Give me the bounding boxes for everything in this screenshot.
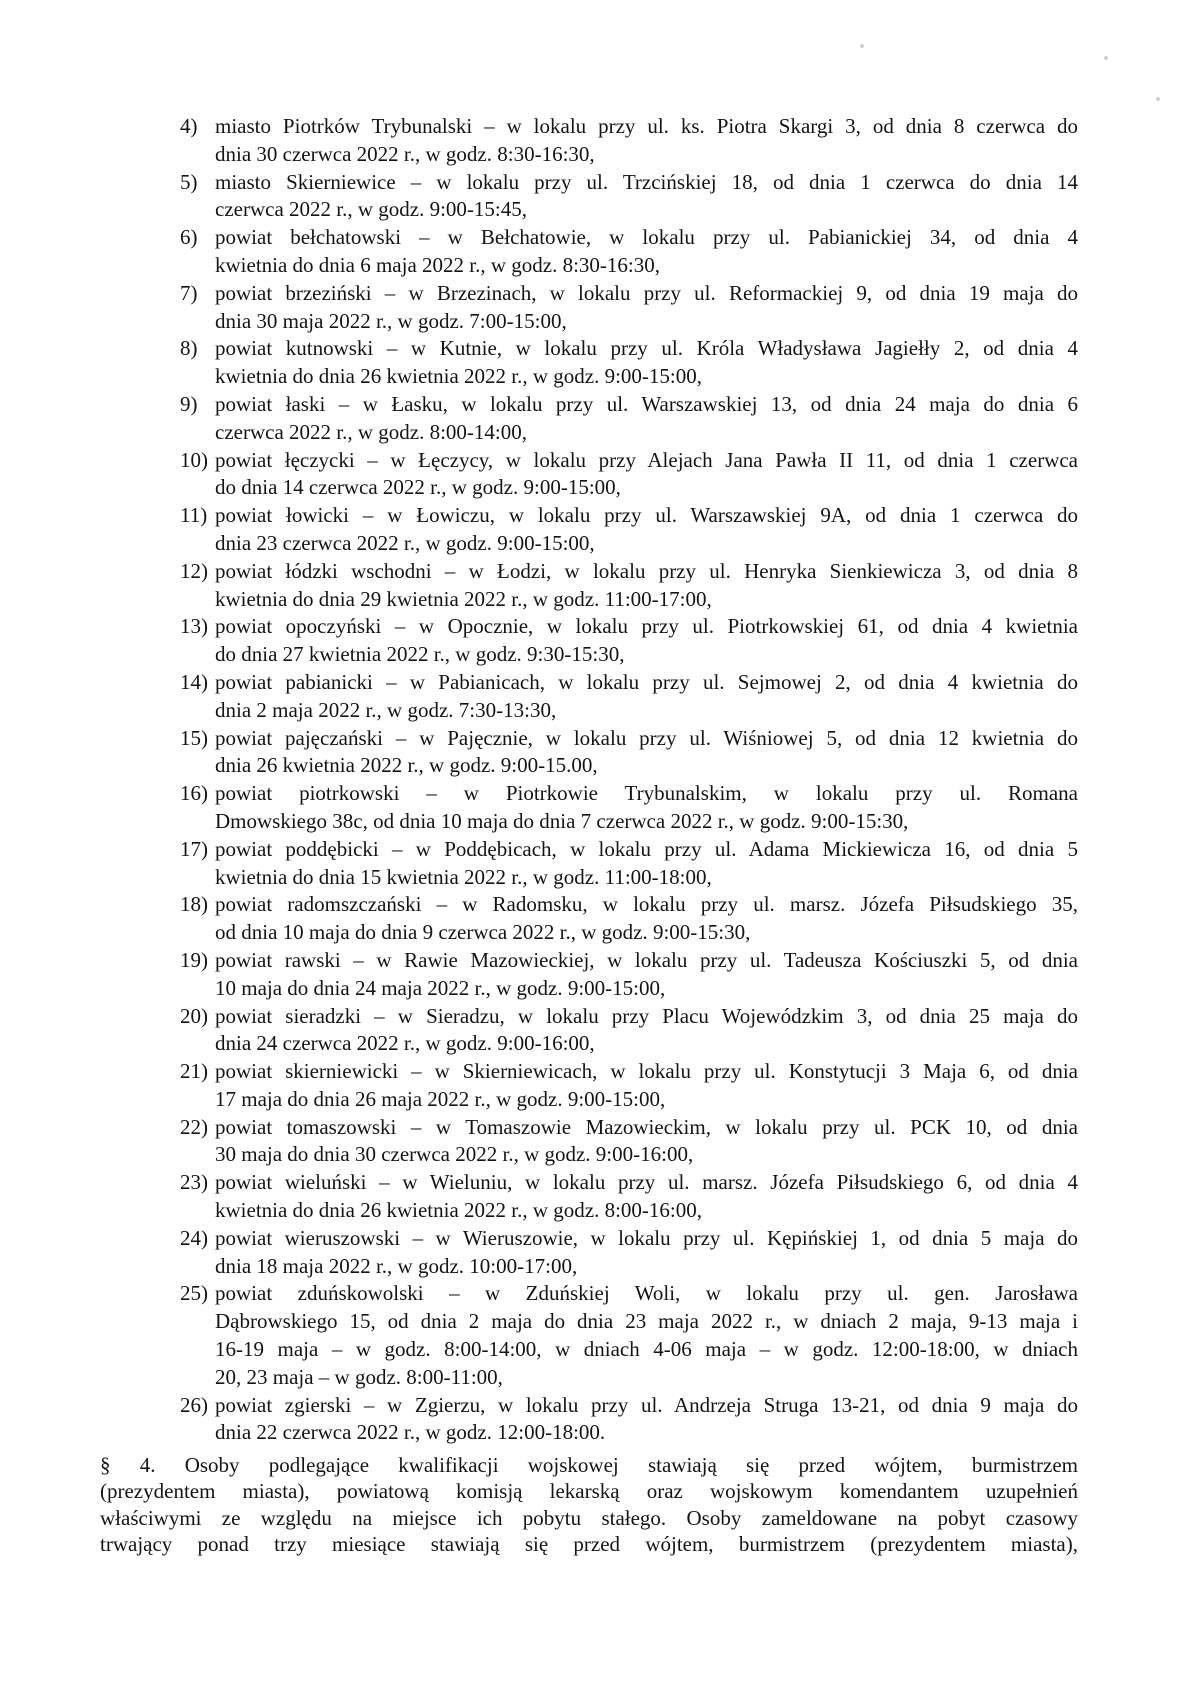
text-line: kwietnia do dnia 15 kwietnia 2022 r., w godz. 11:00-18:00, <box>215 864 712 889</box>
item-text <box>215 391 1078 447</box>
item-number: 9) <box>180 391 198 416</box>
item-number: 14) <box>180 669 208 694</box>
item-text <box>215 947 1078 1003</box>
text-line: powiat opoczyński – w Opocznie, w lokalu przy ul. Piotrkowskiej 61, od dnia 4 kwietnia <box>215 614 1078 639</box>
scan-speck <box>860 44 864 48</box>
text-line: powiat kutnowski – w Kutnie, w lokalu przy ul. Króla Władysława Jagiełły 2, od dnia 4 <box>215 336 1078 361</box>
list-item <box>180 224 1078 280</box>
item-text <box>215 836 1078 892</box>
item-text <box>215 725 1078 781</box>
list-item <box>180 335 1078 391</box>
item-text <box>215 1114 1078 1170</box>
list-item <box>180 947 1078 1003</box>
item-number: 8) <box>180 336 198 361</box>
item-number: 21) <box>180 1059 208 1084</box>
item-text <box>215 1392 1078 1448</box>
list-item <box>180 169 1078 225</box>
text-line: powiat łowicki – w Łowiczu, w lokalu przy ul. Warszawskiej 9A, od dnia 1 czerwca do <box>215 503 1078 528</box>
text-line: miasto Piotrków Trybunalski – w lokalu przy ul. ks. Piotra Skargi 3, od dnia 8 czerwca do <box>215 114 1078 138</box>
item-text <box>215 613 1078 669</box>
text-line: powiat rawski – w Rawie Mazowieckiej, w lokalu przy ul. Tadeusza Kościuszki 5, od dnia <box>215 947 1078 972</box>
text-line: powiat piotrkowski – w Piotrkowie Trybunalskim, w lokalu przy ul. Romana <box>215 781 1078 806</box>
text-line: powiat tomaszowski – w Tomaszowie Mazowieckim, w lokalu przy ul. PCK 10, od dnia <box>215 1114 1078 1139</box>
list-item <box>180 447 1078 503</box>
text-line: czerwca 2022 r., w godz. 8:00-14:00, <box>215 419 527 444</box>
item-number: 22) <box>180 1114 208 1139</box>
list-item <box>180 502 1078 558</box>
list-item <box>180 891 1078 947</box>
text-line: dnia 26 kwietnia 2022 r., w godz. 9:00-15.00, <box>215 753 598 778</box>
text-line: powiat łaski – w Łasku, w lokalu przy ul. Warszawskiej 13, od dnia 24 maja do dnia 6 <box>215 391 1078 416</box>
text-line: powiat wieluński – w Wieluniu, w lokalu przy ul. marsz. Józefa Piłsudskiego 6, od dnia 4 <box>215 1170 1078 1195</box>
item-number: 18) <box>180 892 208 917</box>
text-line: (prezydentem miasta), powiatową komisją lekarską oraz wojskowym komendantem uzupełnień <box>100 1479 1078 1504</box>
text-line: dnia 23 czerwca 2022 r., w godz. 9:00-15:00, <box>215 530 595 555</box>
item-text <box>215 224 1078 280</box>
item-number: 5) <box>180 169 198 194</box>
item-text <box>215 169 1078 225</box>
text-line: od dnia 10 maja do dnia 9 czerwca 2022 r., w godz. 9:00-15:30, <box>215 920 751 945</box>
text-line: 10 maja do dnia 24 maja 2022 r., w godz. 9:00-15:00, <box>215 975 666 1000</box>
text-line: 30 maja do dnia 30 czerwca 2022 r., w godz. 9:00-16:00, <box>215 1142 694 1167</box>
item-number: 26) <box>180 1392 208 1417</box>
text-line: dnia 18 maja 2022 r., w godz. 10:00-17:00, <box>215 1253 578 1278</box>
text-line: dnia 24 czerwca 2022 r., w godz. 9:00-16:00, <box>215 1031 595 1056</box>
list-item <box>180 780 1078 836</box>
item-number: 7) <box>180 280 198 305</box>
text-line: 17 maja do dnia 26 maja 2022 r., w godz. 9:00-15:00, <box>215 1086 666 1111</box>
item-text <box>215 1280 1078 1391</box>
text-line: kwietnia do dnia 29 kwietnia 2022 r., w godz. 11:00-17:00, <box>215 586 712 611</box>
text-line: powiat skierniewicki – w Skierniewicach, w lokalu przy ul. Konstytucji 3 Maja 6, od dnia <box>215 1059 1078 1084</box>
item-text <box>215 558 1078 614</box>
text-line: dnia 30 czerwca 2022 r., w godz. 8:30-16:30, <box>215 141 595 166</box>
item-number: 24) <box>180 1225 208 1250</box>
text-line: 16-19 maja – w godz. 8:00-14:00, w dniach 4-06 maja – w godz. 12:00-18:00, w dniach <box>215 1337 1078 1362</box>
item-number: 6) <box>180 225 198 250</box>
text-line: kwietnia do dnia 6 maja 2022 r., w godz. 8:30-16:30, <box>215 252 661 277</box>
text-line: dnia 2 maja 2022 r., w godz. 7:30-13:30, <box>215 697 557 722</box>
item-text <box>215 1003 1078 1059</box>
item-text <box>215 669 1078 725</box>
text-line: powiat pabianicki – w Pabianicach, w lokalu przy ul. Sejmowej 2, od dnia 4 kwietnia do <box>215 669 1078 694</box>
text-line: czerwca 2022 r., w godz. 9:00-15:45, <box>215 197 527 222</box>
item-text <box>215 1058 1078 1114</box>
item-number: 19) <box>180 947 208 972</box>
text-line: dnia 22 czerwca 2022 r., w godz. 12:00-18:00. <box>215 1420 606 1445</box>
text-line: dnia 30 maja 2022 r., w godz. 7:00-15:00, <box>215 308 567 333</box>
item-text <box>215 280 1078 336</box>
item-text <box>215 1225 1078 1281</box>
list-item <box>180 725 1078 781</box>
list-item <box>180 1392 1078 1448</box>
list-item <box>180 613 1078 669</box>
ordered-list <box>180 113 1078 1447</box>
text-line: do dnia 27 kwietnia 2022 r., w godz. 9:30-15:30, <box>215 642 625 667</box>
text-line: § 4. Osoby podlegające kwalifikacji wojskowej stawiają się przed wójtem, burmistrzem <box>100 1453 1078 1477</box>
text-line: Dmowskiego 38c, od dnia 10 maja do dnia 7 czerwca 2022 r., w godz. 9:00-15:30, <box>215 808 909 833</box>
item-number: 23) <box>180 1170 208 1195</box>
scan-speck <box>1104 56 1108 60</box>
item-text <box>215 502 1078 558</box>
text-line: powiat poddębicki – w Poddębicach, w lokalu przy ul. Adama Mickiewicza 16, od dnia 5 <box>215 836 1078 861</box>
text-line: powiat radomszczański – w Radomsku, w lokalu przy ul. marsz. Józefa Piłsudskiego 35, <box>215 892 1078 917</box>
list-item <box>180 669 1078 725</box>
list-item <box>180 1058 1078 1114</box>
item-number: 15) <box>180 725 208 750</box>
item-text <box>215 1169 1078 1225</box>
item-text <box>215 335 1078 391</box>
item-number: 17) <box>180 836 208 861</box>
text-line: kwietnia do dnia 26 kwietnia 2022 r., w godz. 8:00-16:00, <box>215 1198 703 1223</box>
item-number: 16) <box>180 781 208 806</box>
item-number: 25) <box>180 1281 208 1306</box>
list-item <box>180 1225 1078 1281</box>
list-item <box>180 1003 1078 1059</box>
list-item <box>180 280 1078 336</box>
text-line: do dnia 14 czerwca 2022 r., w godz. 9:00-15:00, <box>215 475 621 500</box>
text-line: miasto Skierniewice – w lokalu przy ul. Trzcińskiej 18, od dnia 1 czerwca do dnia 14 <box>215 169 1078 194</box>
text-line: powiat łęczycki – w Łęczycy, w lokalu przy Alejach Jana Pawła II 11, od dnia 1 czerwca <box>215 447 1078 472</box>
item-number: 13) <box>180 614 208 639</box>
text-line: kwietnia do dnia 26 kwietnia 2022 r., w godz. 9:00-15:00, <box>215 364 703 389</box>
text-line: powiat zgierski – w Zgierzu, w lokalu przy ul. Andrzeja Struga 13-21, od dnia 9 maja do <box>215 1392 1078 1417</box>
section-paragraph <box>100 1452 1078 1557</box>
item-text <box>215 447 1078 503</box>
item-text <box>215 113 1078 169</box>
text-line: trwający ponad trzy miesiące stawiają się przed wójtem, burmistrzem (prezydentem miasta), <box>100 1531 1078 1556</box>
text-line: powiat brzeziński – w Brzezinach, w lokalu przy ul. Reformackiej 9, od dnia 19 maja do <box>215 280 1078 305</box>
text-line: powiat sieradzki – w Sieradzu, w lokalu przy Placu Wojewódzkim 3, od dnia 25 maja do <box>215 1003 1078 1028</box>
list-item <box>180 836 1078 892</box>
text-line: powiat pajęczański – w Pajęcznie, w lokalu przy ul. Wiśniowej 5, od dnia 12 kwietnia do <box>215 725 1078 750</box>
text-line: 20, 23 maja – w godz. 8:00-11:00, <box>215 1364 503 1389</box>
list-item <box>180 391 1078 447</box>
text-line: właściwymi ze względu na miejsce ich pobytu stałego. Osoby zameldowane na pobyt czasowy <box>100 1505 1078 1530</box>
text-line: powiat łódzki wschodni – w Łodzi, w lokalu przy ul. Henryka Sienkiewicza 3, od dnia 8 <box>215 558 1078 583</box>
list-item <box>180 558 1078 614</box>
item-text <box>215 780 1078 836</box>
item-number: 12) <box>180 558 208 583</box>
text-line: powiat wieruszowski – w Wieruszowie, w lokalu przy ul. Kępińskiej 1, od dnia 5 maja do <box>215 1225 1078 1250</box>
item-number: 20) <box>180 1003 208 1028</box>
text-line: Dąbrowskiego 15, od dnia 2 maja do dnia 23 maja 2022 r., w dniach 2 maja, 9-13 maja i <box>215 1309 1078 1334</box>
list-item <box>180 1280 1078 1391</box>
item-number: 11) <box>180 503 208 528</box>
text-line: powiat bełchatowski – w Bełchatowie, w lokalu przy ul. Pabianickiej 34, od dnia 4 <box>215 225 1078 250</box>
list-item <box>180 1114 1078 1170</box>
item-text <box>215 891 1078 947</box>
list-item <box>180 1169 1078 1225</box>
list-item <box>180 113 1078 169</box>
text-line: powiat zduńskowolski – w Zduńskiej Woli, w lokalu przy ul. gen. Jarosława <box>215 1281 1078 1306</box>
item-number: 4) <box>180 114 198 138</box>
item-number: 10) <box>180 447 208 472</box>
scan-speck <box>1156 97 1160 101</box>
